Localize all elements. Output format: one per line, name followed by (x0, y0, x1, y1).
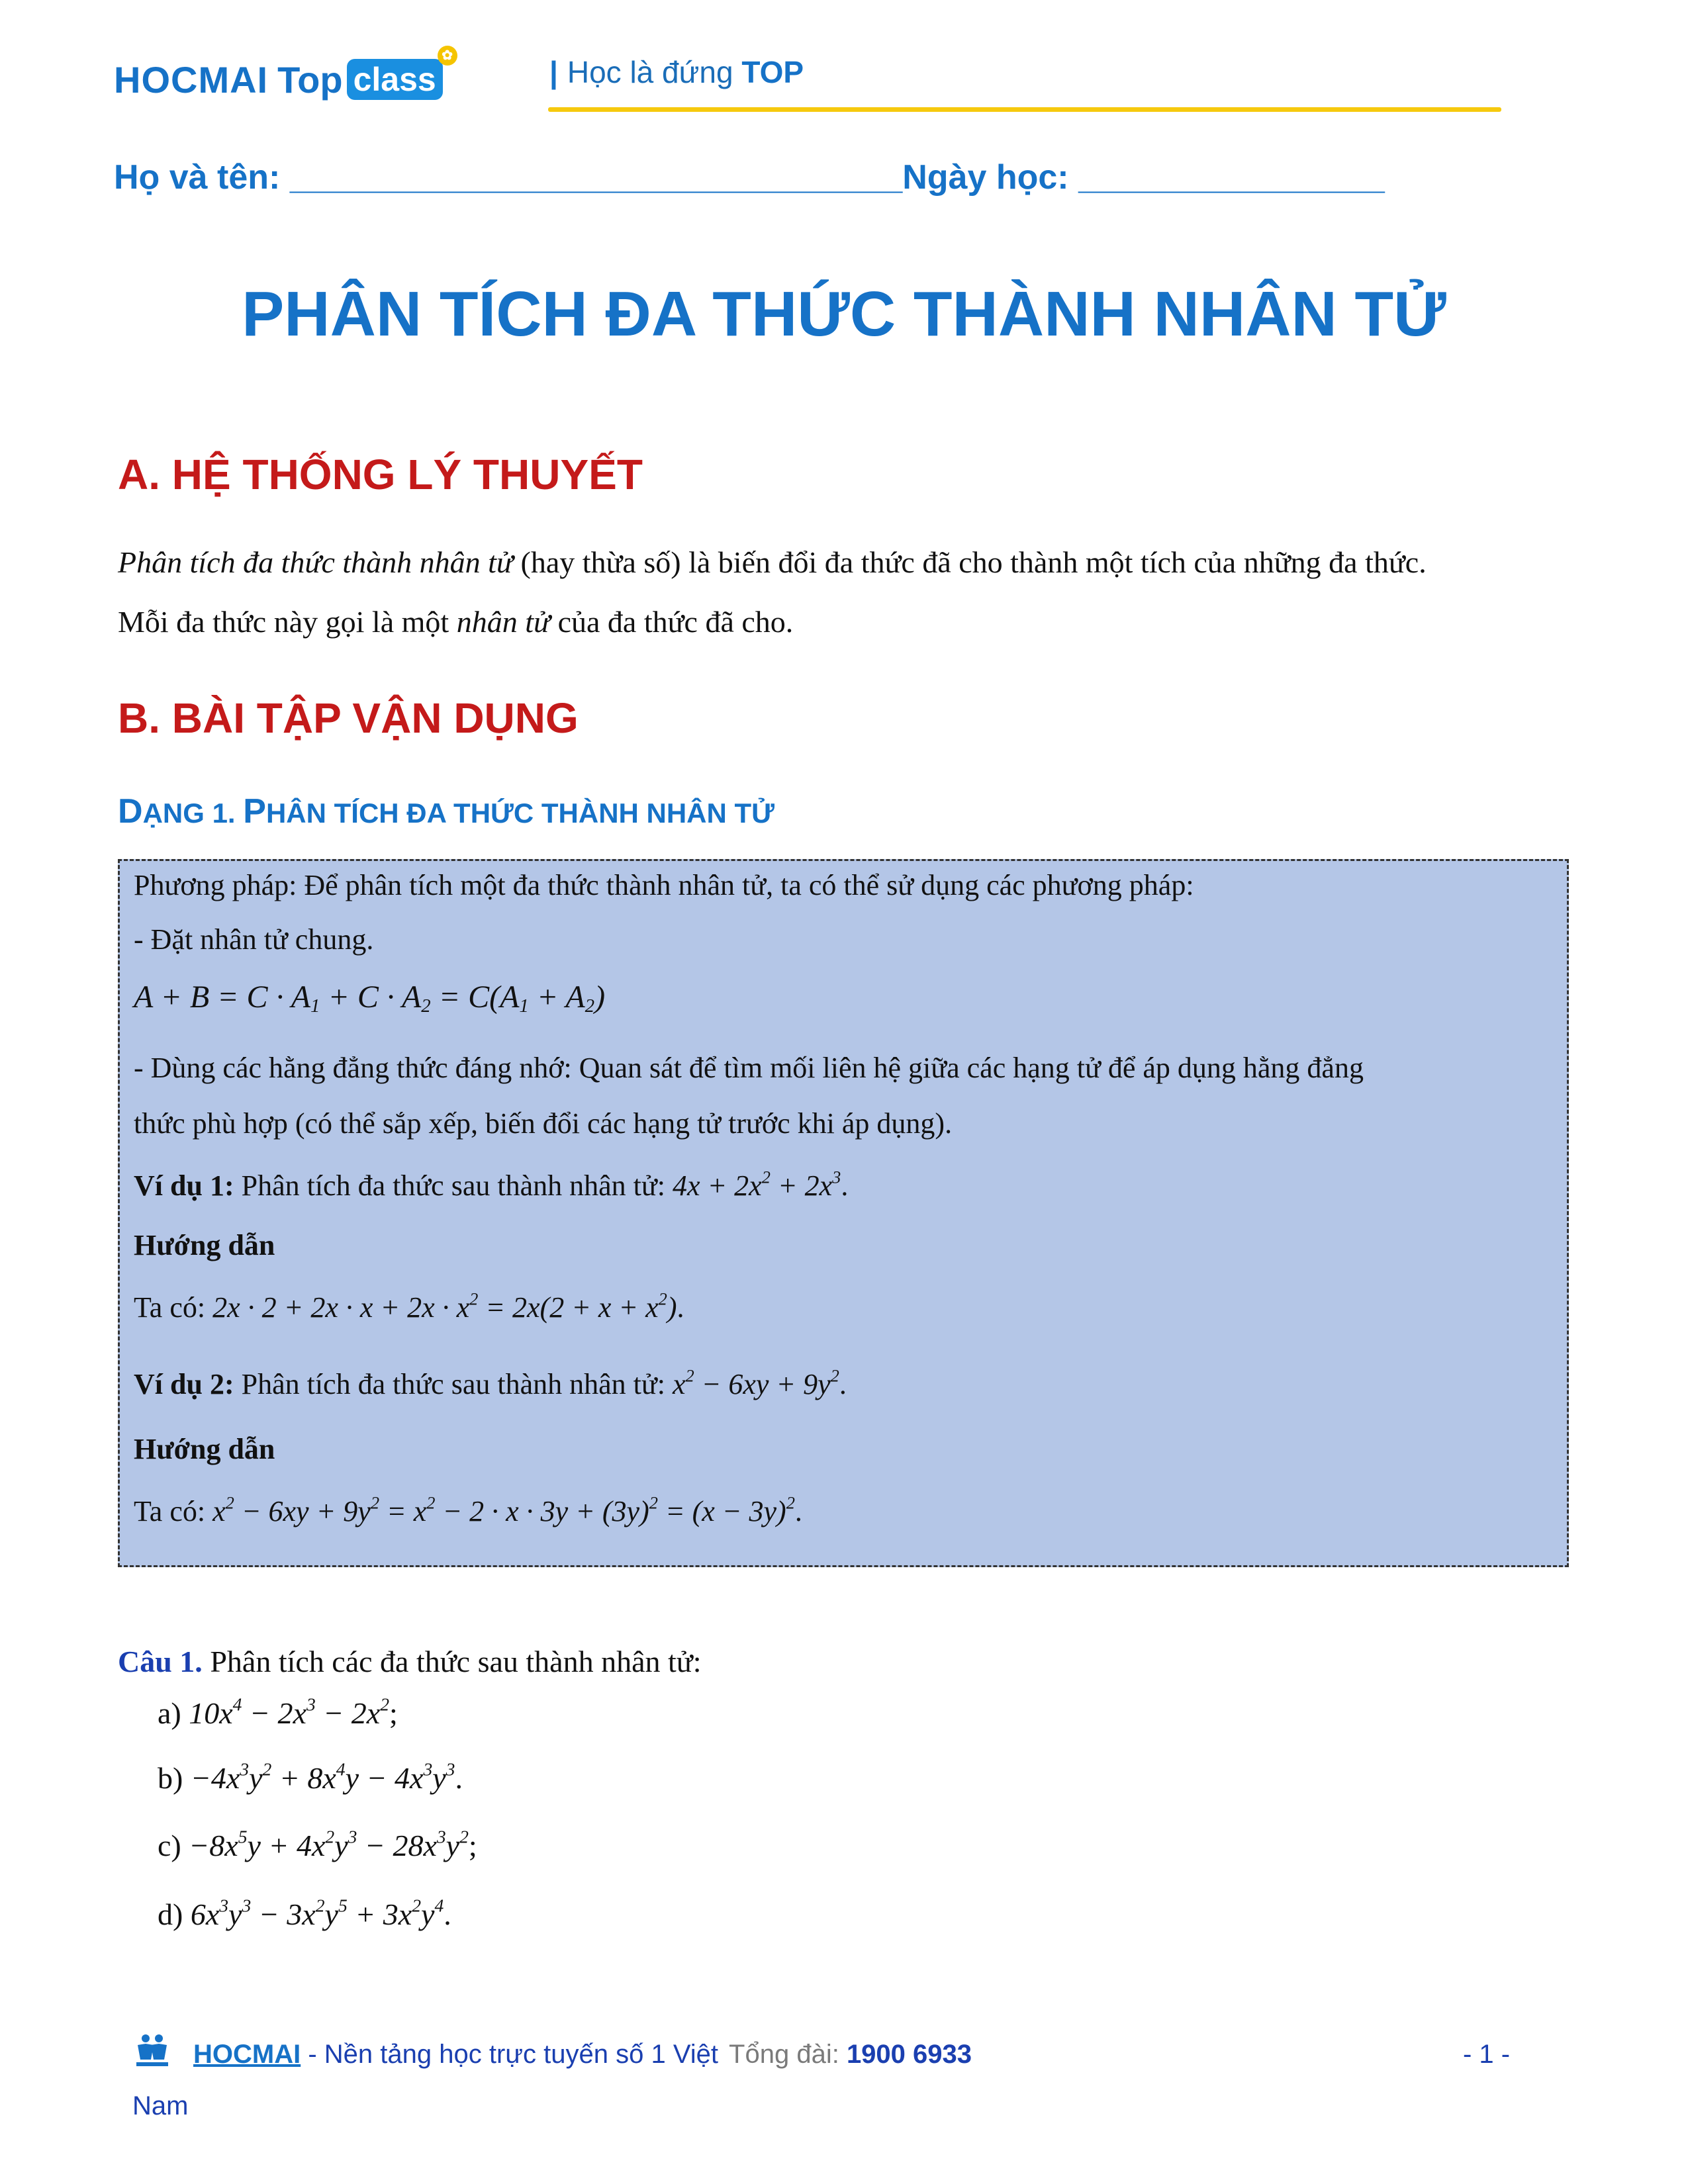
question-1-item-a: a) $10x^4 - 2x^3 - 2x^2$; (158, 1694, 398, 1730)
logo-top-text: Top (277, 58, 343, 101)
footer-hotline-label: Tổng đài: (729, 2040, 847, 2069)
theory-definition-rest: (hay thừa số) là biến đổi đa thức đã cho thành một tích của những đa thức. (513, 545, 1427, 579)
dang-cap-d: D (118, 792, 143, 831)
dang-cap-p: P (243, 792, 266, 831)
theory-p2-end: của đa thức đã cho. (550, 605, 794, 639)
method-common-factor: - Đặt nhân tử chung. (134, 923, 374, 956)
dang-rest-1: ẠNG 1. (142, 797, 244, 829)
section-a-heading: A. HỆ THỐNG LÝ THUYẾT (118, 451, 643, 498)
slogan-underline (548, 107, 1501, 112)
theory-definition-term: Phân tích đa thức thành nhân tử (118, 545, 514, 579)
slogan-bar: | (549, 55, 558, 89)
example-1-label: Ví dụ 1: (134, 1169, 234, 1202)
logo-class-badge (347, 48, 453, 100)
solution-2-expression: $x^2 - 6xy + 9y^2 = x^2 - 2 \cdot x \cdot 3y + (3y)^2 = (x - 3y)^2$ (212, 1492, 795, 1527)
theory-p2-italic: nhân tử (456, 605, 551, 639)
common-factor-formula: $A + B = C \cdot A_1 + C \cdot A_2 = C(A_1 + A_2)$ (134, 979, 606, 1017)
footer-hotline-number: 1900 6933 (846, 2040, 972, 2069)
example-1: Ví dụ 1: Phân tích đa thức sau thành nhân tử: $4x + 2x^2 + 2x^3$. (134, 1167, 849, 1202)
theory-paragraph-2 (118, 604, 1574, 640)
question-1-text: Phân tích các đa thức sau thành nhân tử: (202, 1645, 702, 1678)
section-b-heading: B. BÀI TẬP VẬN DỤNG (118, 694, 579, 742)
slogan-top: TOP (741, 55, 804, 89)
page-title: PHÂN TÍCH ĐA THỨC THÀNH NHÂN TỬ (242, 279, 1446, 349)
slogan (549, 54, 804, 90)
question-1-item-c: $c) -8x^5y + 4x^2y^3 - 28x^3y^2$; (158, 1826, 477, 1862)
example-2: Ví dụ 2: Phân tích đa thức sau thành nhân tử: $x^2 - 6xy + 9y^2$. (134, 1365, 847, 1400)
footer-tagline: - Nền tảng học trực tuyến số 1 Việt (301, 2040, 719, 2069)
hocmai-footer-logo-icon (132, 2030, 172, 2070)
guide-1-heading: Hướng dẫn (134, 1229, 275, 1261)
logo-class-text: class (353, 61, 436, 98)
method-box (118, 859, 1569, 1567)
slogan-text: Học là đứng (567, 55, 742, 89)
example-2-text: Phân tích đa thức sau thành nhân tử: (234, 1368, 673, 1400)
dang-rest-2: HÂN TÍCH ĐA THỨC THÀNH NHÂN TỬ (265, 797, 775, 829)
example-2-expression: $x^2 - 6xy + 9y^2$ (672, 1365, 839, 1400)
solution-2-label: Ta có: (134, 1495, 213, 1527)
solution-2: Ta có: $x^2 - 6xy + 9y^2 = x^2 - 2 \cdot x \cdot 3y + (3y)^2 = (x - 3y)^2$. (134, 1492, 802, 1527)
method-identities-cont: thức phù hợp (có thể sắp xếp, biến đổi các hạng tử trước khi áp dụng). (134, 1107, 953, 1140)
example-2-label: Ví dụ 2: (134, 1368, 234, 1400)
footer-nam: Nam (132, 2091, 189, 2120)
footer-text (193, 2040, 972, 2070)
star-icon: ✿ (438, 46, 457, 66)
solution-1: Ta có: $2x \cdot 2 + 2x \cdot x + 2x \cdot x^2 = 2x(2 + x + x^2)$. (134, 1289, 684, 1324)
solution-1-expression: $2x \cdot 2 + 2x \cdot x + 2x \cdot x^2 = 2x(2 + x + x^2)$ (212, 1289, 677, 1324)
logo-hocmai-text: HOCMAI (114, 58, 269, 101)
name-date-fields: Họ và tên: ________________________________Ngày học: ________________ (114, 158, 1385, 197)
solution-1-label: Ta có: (134, 1291, 213, 1324)
question-1-label: Câu 1. (118, 1645, 203, 1678)
page-number: - 1 - (1463, 2040, 1511, 2069)
theory-p2-start: Mỗi đa thức này gọi là một (118, 605, 457, 639)
example-1-text: Phân tích đa thức sau thành nhân tử: (234, 1169, 673, 1202)
example-1-expression: $4x + 2x^2 + 2x^3$ (672, 1167, 841, 1202)
hocmai-topclass-logo (114, 46, 453, 113)
method-intro: Phương pháp: Để phân tích một đa thức thành nhân tử, ta có thể sử dụng các phương pháp: (134, 869, 1194, 901)
footer-brand-link[interactable]: HOCMAI (193, 2040, 301, 2069)
method-identities: - Dùng các hằng đẳng thức đáng nhớ: Quan sát để tìm mối liên hệ giữa các hạng tử để áp dụng hằng đẳng (134, 1052, 1364, 1084)
question-1-item-d: d) $6x^3y^3 - 3x^2y^5 + 3x^2y^4$. (158, 1895, 451, 1931)
guide-2-heading: Hướng dẫn (134, 1433, 275, 1465)
question-1-item-b: $b) -4x^3y^2 + 8x^4y - 4x^3y^3$. (158, 1758, 463, 1795)
theory-paragraph-1 (118, 544, 1574, 580)
dang-1-heading (118, 792, 774, 831)
question-1 (118, 1644, 702, 1679)
